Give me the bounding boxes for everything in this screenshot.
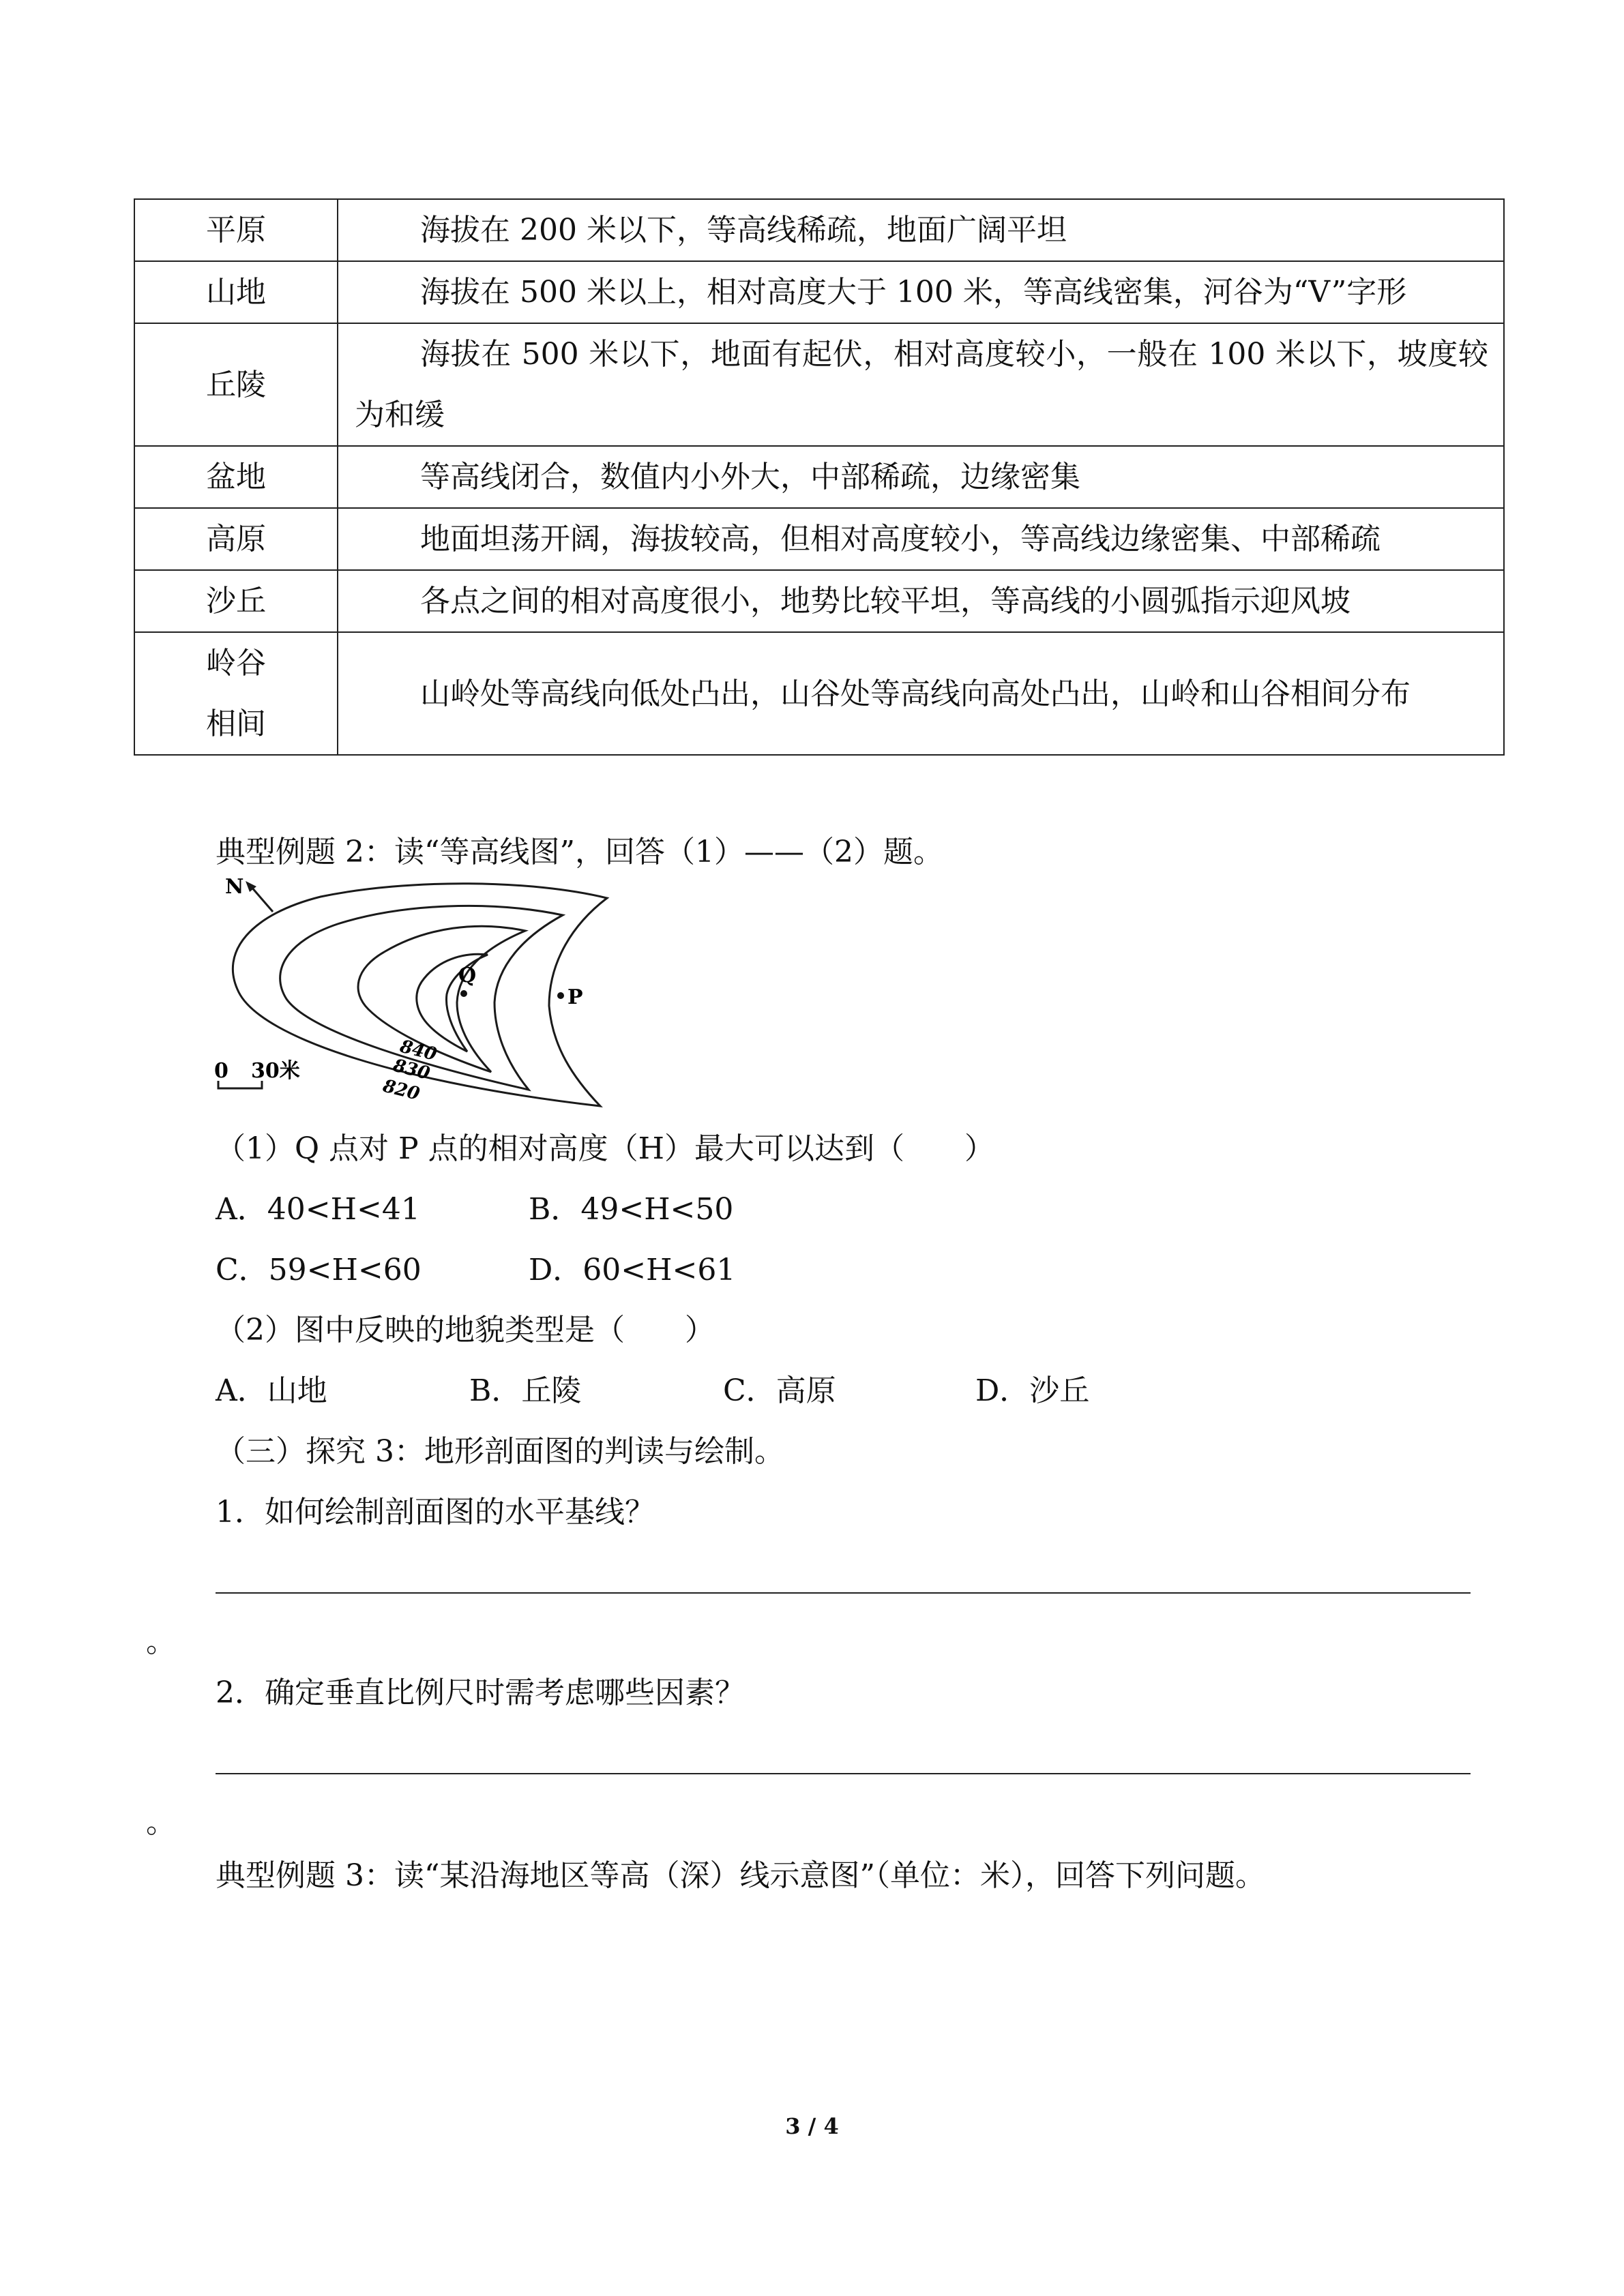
landform-name: 岭谷相间: [134, 632, 338, 755]
landform-description: 地面坦荡开阔，海拔较高，但相对高度较小，等高线边缘密集、中部稀疏: [338, 508, 1504, 570]
question-1: （1）Q 点对 P 点的相对高度（H）最大可以达到（ ）: [216, 1131, 994, 1166]
table-row: [134, 261, 1504, 323]
north-label: N: [225, 875, 244, 899]
answer-end-mark-1: 。: [146, 1624, 176, 1659]
q1-option-a: A．40<H<41: [216, 1192, 420, 1227]
explore-3-title: （三）探究 3：地形剖面图的判读与绘制。: [216, 1434, 784, 1469]
scale-label: 30米: [251, 1059, 300, 1083]
landform-description: 海拔在 500 米以上，相对高度大于 100 米，等高线密集，河谷为“V”字形: [338, 261, 1504, 323]
north-arrow: [251, 886, 273, 912]
landform-description: 山岭处等高线向低处凸出，山谷处等高线向高处凸出，山岭和山谷相间分布: [338, 632, 1504, 755]
q1-option-c: C．59<H<60: [216, 1253, 422, 1287]
point-q-marker: [460, 990, 467, 997]
point-p-marker: [557, 992, 564, 999]
page-number: 3 / 4: [785, 2113, 839, 2139]
point-q-label: Q: [458, 964, 477, 987]
q1-option-d: D．60<H<61: [529, 1253, 736, 1287]
q1-option-b: B．49<H<50: [529, 1192, 734, 1227]
landform-name: 高原: [134, 508, 338, 570]
landform-description: 等高线闭合，数值内小外大，中部稀疏，边缘密集: [338, 446, 1504, 508]
q2-option-a: A．山地: [216, 1373, 327, 1408]
example-3-title: 典型例题 3：读“某沿海地区等高（深）线示意图”（单位：米），回答下列问题。: [216, 1858, 1265, 1893]
answer-line-2: [216, 1773, 1471, 1774]
landform-table: [134, 198, 1505, 756]
landform-name: 山地: [134, 261, 338, 323]
q2-option-b: B．丘陵: [469, 1373, 582, 1408]
landform-name: 沙丘: [134, 570, 338, 632]
point-p-label: P: [567, 985, 583, 1009]
landform-name: 盆地: [134, 446, 338, 508]
table-row: [134, 632, 1504, 755]
table-row: [134, 508, 1504, 570]
answer-line-1: [216, 1592, 1471, 1594]
q2-option-d: D．沙丘: [975, 1373, 1090, 1408]
answer-end-mark-2: 。: [146, 1805, 176, 1840]
table-row: [134, 199, 1504, 261]
landform-name: 平原: [134, 199, 338, 261]
example-2-title: 典型例题 2：读“等高线图”，回答（1）——（2）题。: [216, 835, 943, 869]
table-row: [134, 323, 1504, 446]
question-2: （2）图中反映的地貌类型是（ ）: [216, 1313, 715, 1347]
contour-label: 830: [391, 1055, 432, 1084]
landform-name: 丘陵: [134, 323, 338, 446]
contour-label: 820: [381, 1075, 422, 1105]
q2-option-c: C．高原: [723, 1373, 836, 1408]
landform-description: 海拔在 200 米以下，等高线稀疏，地面广阔平坦: [338, 199, 1504, 261]
explore-3-item-2: 2．确定垂直比例尺时需考虑哪些因素？: [216, 1675, 745, 1710]
contour-map: [205, 873, 628, 1118]
landform-description: 各点之间的相对高度很小，地势比较平坦，等高线的小圆弧指示迎风坡: [338, 570, 1504, 632]
table-row: [134, 446, 1504, 508]
table-row: [134, 570, 1504, 632]
explore-3-item-1: 1．如何绘制剖面图的水平基线？: [216, 1495, 655, 1530]
contour-line-inner: [417, 954, 488, 1052]
scale-zero: 0: [214, 1059, 228, 1083]
landform-description: 海拔在 500 米以下，地面有起伏，相对高度较小，一般在 100 米以下，坡度较为和缓: [338, 323, 1504, 446]
contour-label: 840: [398, 1036, 439, 1065]
